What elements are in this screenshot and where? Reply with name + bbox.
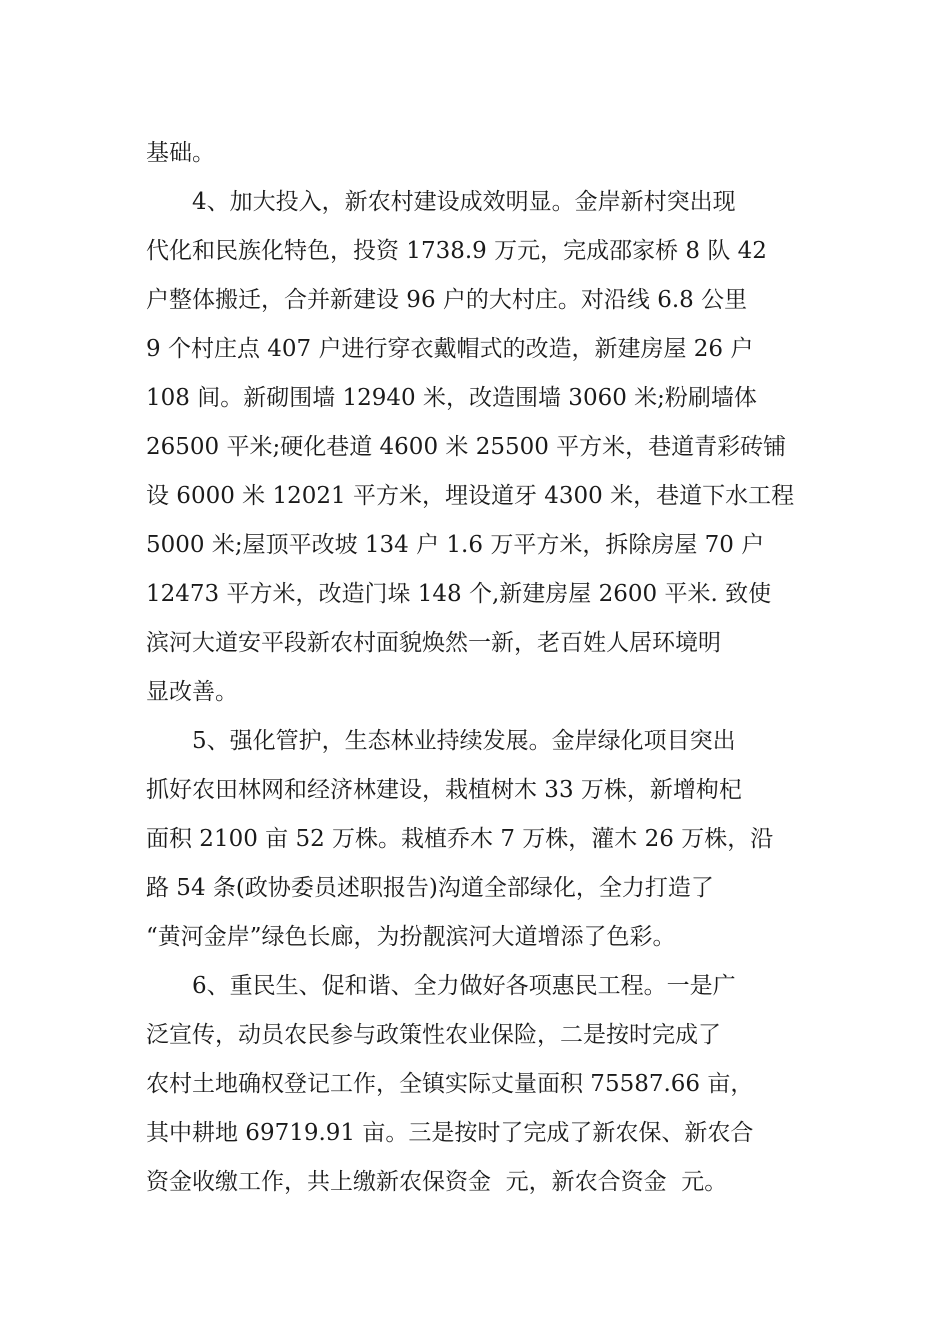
text-line: 基础。 (146, 140, 215, 166)
text-line: 面积 2100 亩 52 万株。栽植乔木 7 万株，灌木 26 万株，沿 (146, 826, 774, 852)
text-line: 其中耕地 69719.91 亩。三是按时了完成了新农保、新农合 (146, 1120, 754, 1146)
text-line: 显改善。 (146, 679, 238, 705)
text-line: 设 6000 米 12021 平方米，埋设道牙 4300 米，巷道下水工程 (146, 483, 795, 509)
text-line: 12473 平方米，改造门垛 148 个,新建房屋 2600 平米. 致使 (146, 581, 772, 607)
text-line: 108 间。新砌围墙 12940 米，改造围墙 3060 米;粉刷墙体 (146, 385, 757, 411)
text-line: 9 个村庄点 407 户进行穿衣戴帽式的改造，新建房屋 26 户 (146, 336, 754, 362)
text-line: 代化和民族化特色，投资 1738.9 万元，完成邵家桥 8 队 42 (146, 238, 767, 264)
text-line: 抓好农田林网和经济林建设，栽植树木 33 万株，新增枸杞 (146, 777, 742, 803)
paragraph-5-first-line: 5、强化管护，生态林业持续发展。金岸绿化项目突出 (192, 728, 736, 754)
text-line: 户整体搬迁，合并新建设 96 户的大村庄。对沿线 6.8 公里 (146, 287, 748, 313)
document-body (146, 129, 808, 1207)
text-line: “黄河金岸”绿色长廊，为扮靓滨河大道增添了色彩。 (146, 924, 676, 950)
text-line: 滨河大道安平段新农村面貌焕然一新，老百姓人居环境明 (146, 630, 721, 656)
paragraph-6-first-line: 6、重民生、促和谐、全力做好各项惠民工程。一是广 (192, 973, 736, 999)
text-line: 资金收缴工作，共上缴新农保资金 元，新农合资金 元。 (146, 1169, 728, 1195)
paragraph-4-first-line: 4、加大投入，新农村建设成效明显。金岸新村突出现 (192, 189, 736, 215)
text-line: 路 54 条(政协委员述职报告)沟道全部绿化，全力打造了 (146, 875, 714, 901)
text-line: 26500 平米;硬化巷道 4600 米 25500 平方米，巷道青彩砖铺 (146, 434, 787, 460)
text-line: 农村土地确权登记工作，全镇实际丈量面积 75587.66 亩， (146, 1071, 754, 1097)
text-line: 5000 米;屋顶平改坡 134 户 1.6 万平方米，拆除房屋 70 户 (146, 532, 765, 558)
text-line: 泛宣传，动员农民参与政策性农业保险，二是按时完成了 (146, 1022, 721, 1048)
